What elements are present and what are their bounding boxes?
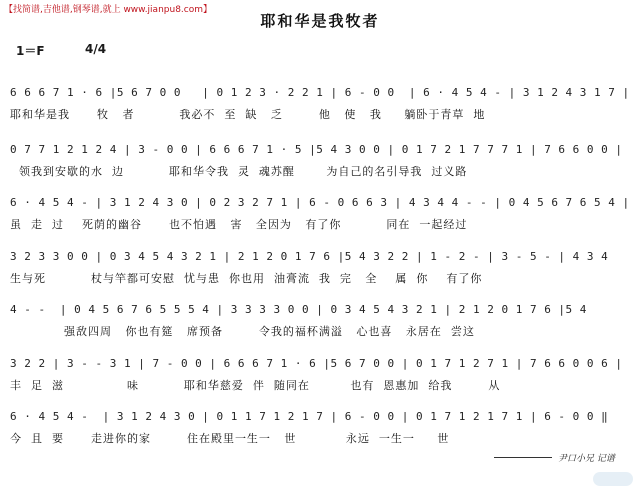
lyrics: 虽 走 过 死荫的幽谷 也不怕遇 害 全因为 有了你 同在 一起经过	[10, 218, 468, 231]
staff-row-4	[0, 250, 640, 298]
key-signature: 1＝F	[16, 44, 45, 58]
lyrics: 丰 足 滋 味 耶和华慈爱 伴 随同在 也有 恩惠加 给我 从	[10, 379, 501, 392]
signature-line	[494, 457, 552, 458]
staff-row-2	[0, 143, 640, 191]
staff-row-7	[0, 410, 640, 458]
staff-row-6	[0, 357, 640, 405]
time-signature: 4/4	[85, 42, 107, 56]
song-title: 耶和华是我牧者	[260, 12, 380, 30]
notes: 3 2 3 3 0 0 | 0 3 4 5 4 3 2 1 | 2 1 2 0 1 7 6 |5 4 3 2 2 | 1 - 2 - | 3 - 5 - | 4 3 4	[10, 250, 609, 263]
staff-row-3	[0, 196, 640, 244]
staff-row-1	[0, 86, 640, 134]
notes: 6 · 4 5 4 - | 3 1 2 4 3 0 | 0 1 1 7 1 2 1 7 | 6 - 0 0 | 0 1 7 1 2 1 7 1 | 6 - 0 0 ‖	[10, 410, 609, 423]
notes: 3 2 2 | 3 - - 3 1 | 7 - 0 0 | 6 6 6 7 1 · 6 |5 6 7 0 0 | 0 1 7 1 2 7 1 | 7 6 6 0 0 6 |	[10, 357, 623, 370]
notes: 0 7 7 1 2 1 2 4 | 3 - 0 0 | 6 6 6 7 1 · 5 |5 4 3 0 0 | 0 1 7 2 1 7 7 7 1 | 7 6 6 0 0 |	[10, 143, 623, 156]
lyrics: 生与死 杖与竿都可安慰 忧与患 你也用 油膏流 我 完 全 属 你 有了你	[10, 272, 483, 285]
source-banner: 【找简谱,吉他谱,钢琴谱,就上 www.jianpu8.com】	[4, 5, 213, 15]
transcriber-signature: 尹口小兄 记谱	[558, 454, 615, 464]
notes: 6 · 4 5 4 - | 3 1 2 4 3 0 | 0 2 3 2 7 1 | 6 - 0 6 6 3 | 4 3 4 4 - - | 0 4 5 6 7 6 5 4 |	[10, 196, 630, 209]
lyrics: 今 且 要 走进你的家 住在殿里一生一 世 永远 一生一 世	[10, 432, 450, 445]
notes: 6 6 6 7 1 · 6 |5 6 7 0 0 | 0 1 2 3 · 2 2 1 | 6 - 0 0 | 6 · 4 5 4 - | 3 1 2 4 3 1 7 |	[10, 86, 630, 99]
lyrics: 强敌四周 你也有筵 席预备 令我的福杯满溢 心也喜 永居在 尝这	[10, 325, 475, 338]
watermark-logo-icon	[593, 472, 633, 486]
staff-row-5	[0, 303, 640, 351]
lyrics: 耶和华是我 牧 者 我必不 至 缺 乏 他 使 我 躺卧于青草 地	[10, 108, 486, 121]
lyrics: 领我到安歇的水 边 耶和华令我 灵 魂苏醒 为自己的名引导我 过义路	[10, 165, 468, 178]
notes: 4 - - | 0 4 5 6 7 6 5 5 5 4 | 3 3 3 3 0 0 | 0 3 4 5 4 3 2 1 | 2 1 2 0 1 7 6 |5 4	[10, 303, 587, 316]
